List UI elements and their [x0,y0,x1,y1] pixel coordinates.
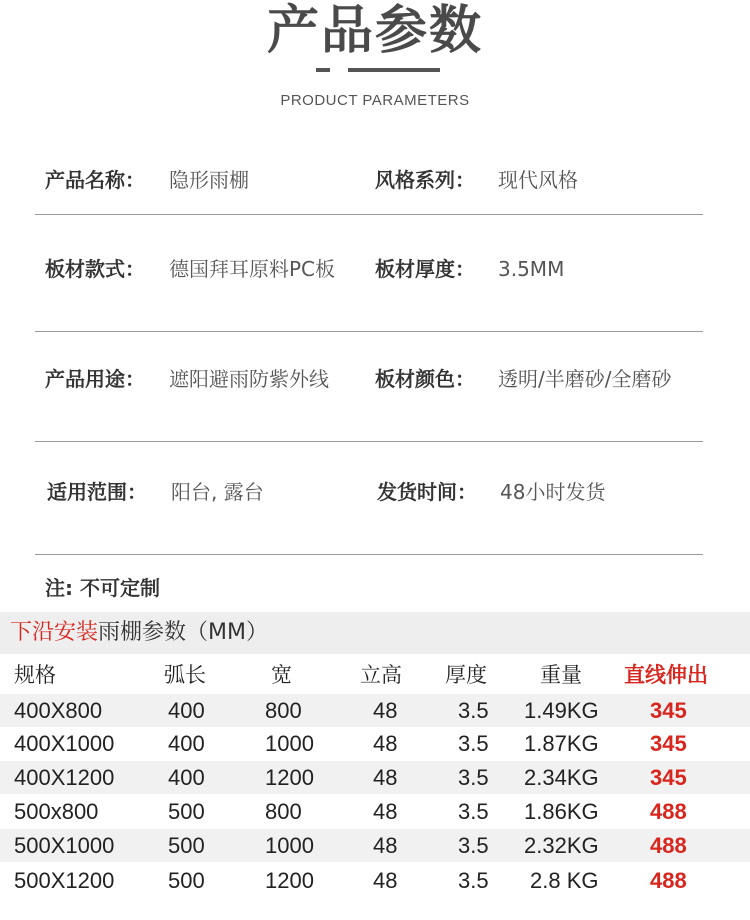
table-cell: 1.86KG [524,799,599,824]
table-cell: 488 [650,868,687,893]
param-value: 遮阳避雨防紫外线 [169,367,329,391]
table-cell: 400X800 [14,698,103,723]
divider [35,441,703,442]
table-row [0,829,750,862]
param-label: 板材颜色： [375,367,475,391]
table-cell: 800 [265,698,302,723]
param-row-2 [35,249,703,289]
table-cell: 500x800 [14,799,99,824]
table-cell: 1200 [265,868,314,893]
param-value: 3.5MM [498,257,565,281]
table-cell: 500X1200 [14,868,115,893]
table-cell: 3.5 [458,698,489,723]
title-decoration-bar [348,68,440,72]
column-header: 直线伸出 [624,663,708,687]
note-text: 注: 不可定制 [45,576,160,600]
title-decoration-dash [316,68,330,72]
column-header: 厚度 [445,663,487,687]
divider [35,331,703,332]
table-title-highlight: 下沿安装 [10,620,99,645]
param-label: 产品用途： [45,367,145,391]
page-subtitle: PRODUCT PARAMETERS [280,92,470,109]
table-cell: 2.34KG [524,765,599,790]
table-cell: 2.32KG [524,833,599,858]
param-value: 48小时发货 [500,480,606,504]
table-cell: 500X1000 [14,833,115,858]
table-cell: 1.49KG [524,698,599,723]
table-cell: 345 [650,698,687,723]
table-cell: 3.5 [458,765,489,790]
param-label: 板材厚度： [375,257,475,281]
param-value: 德国拜耳原料PC板 [169,257,336,281]
divider [35,554,703,555]
table-cell: 400 [168,698,205,723]
table-cell: 400 [168,765,205,790]
table-cell: 500 [168,799,205,824]
table-cell: 400X1000 [14,731,115,756]
table-row [0,795,750,828]
param-row-1 [35,160,703,200]
param-label: 适用范围： [47,480,147,504]
table-row [0,727,750,760]
param-value: 现代风格 [498,168,578,192]
table-cell: 500 [168,833,205,858]
table-cell: 48 [373,868,398,893]
table-cell: 800 [265,799,302,824]
param-label: 产品名称： [45,168,145,192]
table-cell: 500 [168,868,205,893]
table-cell: 48 [373,698,398,723]
table-cell: 3.5 [458,868,489,893]
table-row [0,864,750,897]
param-label: 板材款式： [45,257,145,281]
table-cell: 400X1200 [14,765,115,790]
table-cell: 345 [650,765,687,790]
table-cell: 1000 [265,833,314,858]
table-cell: 345 [650,731,687,756]
table-cell: 48 [373,731,398,756]
column-header: 规格 [14,663,56,687]
table-row [0,694,750,727]
table-row [0,761,750,794]
table-title-bar [0,612,750,654]
table-cell: 488 [650,833,687,858]
param-value: 隐形雨棚 [169,168,249,192]
table-cell: 48 [373,833,398,858]
param-row-3 [35,359,703,399]
table-cell: 1000 [265,731,314,756]
param-label: 风格系列： [375,168,475,192]
column-header: 重量 [540,663,582,687]
column-header: 宽 [271,663,292,687]
param-label: 发货时间： [377,480,477,504]
divider [35,214,703,215]
table-cell: 1200 [265,765,314,790]
param-value: 阳台, 露台 [171,480,264,504]
column-header: 弧长 [164,663,206,687]
table-cell: 48 [373,799,398,824]
table-header-row [0,659,750,692]
table-cell: 3.5 [458,833,489,858]
table-cell: 48 [373,765,398,790]
column-header: 立高 [360,663,402,687]
param-row-4 [35,472,703,512]
table-title-text: 雨棚参数（MM） [98,620,268,645]
table-cell: 488 [650,799,687,824]
table-cell: 3.5 [458,799,489,824]
table-cell: 400 [168,731,205,756]
table-cell: 2.8 KG [530,868,599,893]
table-cell: 1.87KG [524,731,599,756]
param-value: 透明/半磨砂/全磨砂 [498,367,672,391]
table-cell: 3.5 [458,731,489,756]
page-title: 产品参数 [266,1,483,61]
